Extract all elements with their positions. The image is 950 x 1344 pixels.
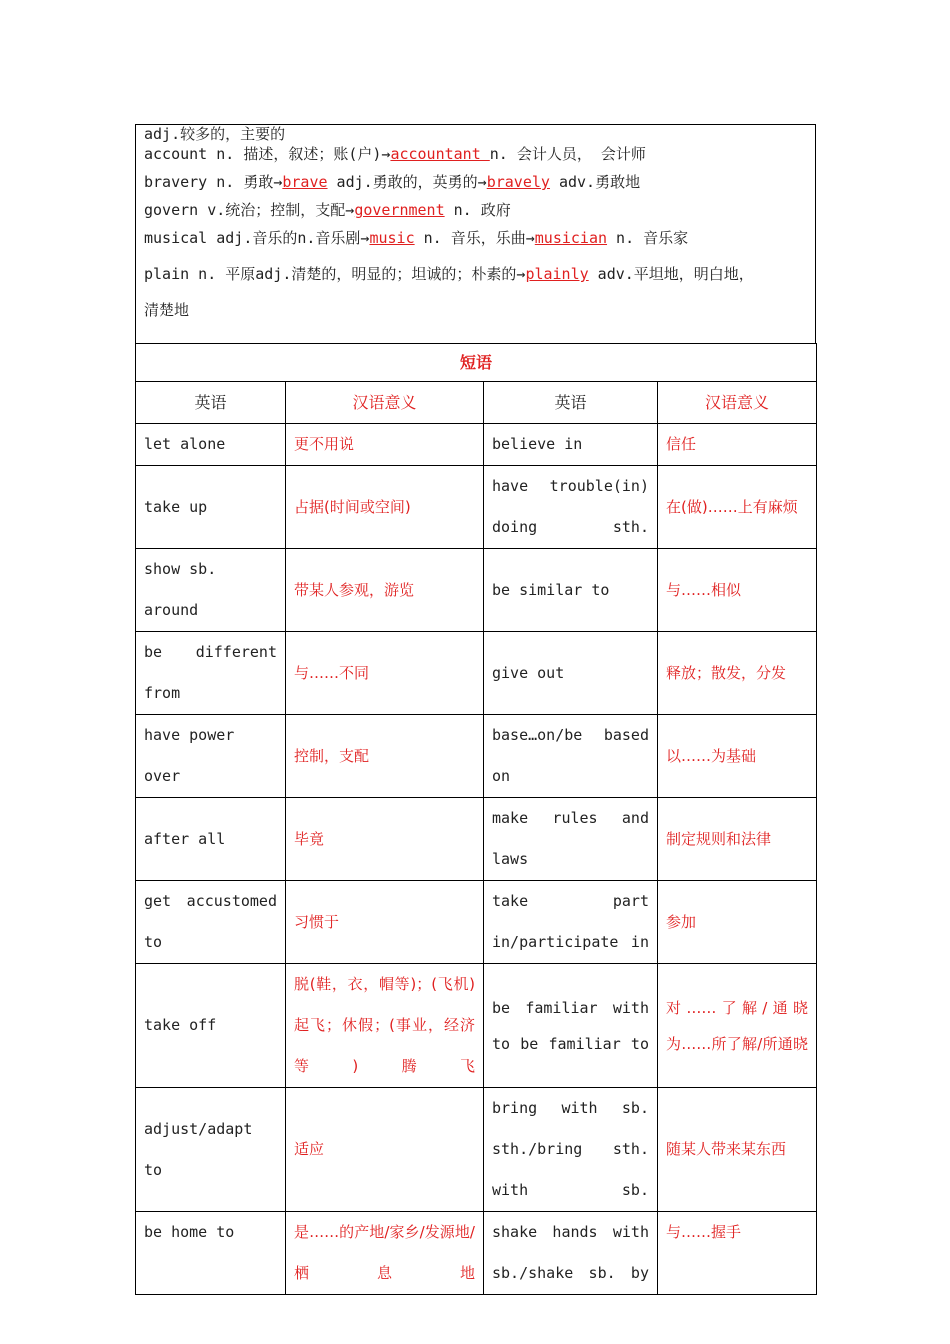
phrase-table [135,343,817,1295]
english-phrase: give out [484,632,658,715]
english-phrase: make rules and laws [484,798,658,881]
chinese-meaning: 制定规则和法律 [658,798,817,881]
chinese-meaning: 释放；散发，分发 [658,632,817,715]
vocab-text: account n. 描述，叙述；账(户)→ [144,145,391,163]
vocab-answer: musician [534,229,608,247]
english-phrase: have trouble(in) doing sth. [484,466,658,549]
vocab-answer: government [354,201,445,219]
vocab-text: n. 音乐，乐曲→ [414,229,535,247]
table-row [136,1088,817,1212]
section-title-row [136,344,817,382]
header-chinese: 汉语意义 [658,382,817,424]
table-row [136,424,817,466]
chinese-meaning: 控制，支配 [286,715,484,798]
english-phrase: believe in [484,424,658,466]
english-phrase: let alone [136,424,286,466]
english-phrase: adjust/adapt to [136,1088,286,1212]
table-row [136,964,817,1088]
vocab-line [144,124,807,144]
english-phrase: be familiar with to be familiar to [484,964,658,1088]
english-phrase: take off [136,964,286,1088]
vocab-line [144,144,807,172]
vocab-line [144,296,807,324]
english-phrase: shake hands with sb./shake sb. by [484,1212,658,1295]
chinese-meaning: 带某人参观，游览 [286,549,484,632]
vocab-text: adv.平坦地，明白地， [588,265,754,283]
chinese-meaning: 与……相似 [658,549,817,632]
table-row [136,466,817,549]
vocab-text: adv.勇敢地 [549,173,641,191]
chinese-meaning: 习惯于 [286,881,484,964]
vocab-line [144,172,807,200]
vocab-answer: bravely [486,173,550,191]
vocab-answer: music [369,229,415,247]
vocabulary-box [135,124,816,343]
vocab-answer: brave [282,173,328,191]
vocab-text: n. 政府 [444,201,511,219]
vocab-text: adj.较多的，主要的 [144,125,286,143]
vocab-line [144,228,807,256]
english-phrase: take up [136,466,286,549]
table-row [136,1212,817,1295]
english-phrase: base…on/be based on [484,715,658,798]
english-phrase: get accustomed to [136,881,286,964]
chinese-meaning: 是……的产地/家乡/发源地/栖息地 [286,1212,484,1295]
vocab-text: n. 音乐家 [607,229,689,247]
chinese-meaning: 毕竟 [286,798,484,881]
vocab-answer: accountant [390,145,490,163]
table-row [136,798,817,881]
chinese-meaning: 更不用说 [286,424,484,466]
chinese-meaning: 随某人带来某东西 [658,1088,817,1212]
chinese-meaning: 信任 [658,424,817,466]
chinese-meaning: 在(做)……上有麻烦 [658,466,817,549]
vocab-text: plain n. 平原adj.清楚的，明显的；坦诚的；朴素的→ [144,265,526,283]
english-phrase: have power over [136,715,286,798]
chinese-meaning: 与……不同 [286,632,484,715]
chinese-meaning: 对……了解/通晓 为……所了解/所通晓 [658,964,817,1088]
chinese-meaning: 参加 [658,881,817,964]
vocab-line [144,256,807,296]
english-phrase: be different from [136,632,286,715]
vocab-text: musical adj.音乐的n.音乐剧→ [144,229,370,247]
vocab-text: adj.勇敢的，英勇的→ [327,173,487,191]
vocab-text: bravery n. 勇敢→ [144,173,283,191]
table-row [136,549,817,632]
chinese-meaning: 脱(鞋，衣，帽等)；(飞机)起飞；休假；(事业，经济等)腾飞 [286,964,484,1088]
chinese-meaning: 以……为基础 [658,715,817,798]
english-phrase: take part in/participate in [484,881,658,964]
vocab-answer: plainly [525,265,589,283]
header-english: 英语 [136,382,286,424]
chinese-meaning: 占据(时间或空间) [286,466,484,549]
vocab-text: n. 会计人员， 会计师 [489,145,646,163]
english-phrase: show sb. around [136,549,286,632]
chinese-meaning: 适应 [286,1088,484,1212]
table-row [136,715,817,798]
english-phrase: after all [136,798,286,881]
english-phrase: be home to [136,1212,286,1295]
table-row [136,881,817,964]
vocab-line [144,200,807,228]
document-table [135,124,816,1295]
table-row [136,632,817,715]
header-english: 英语 [484,382,658,424]
header-row [136,382,817,424]
chinese-meaning: 与……握手 [658,1212,817,1295]
english-phrase: be similar to [484,549,658,632]
vocab-text: 清楚地 [144,301,190,319]
english-phrase: bring with sb. sth./bring sth. with sb. [484,1088,658,1212]
header-chinese: 汉语意义 [286,382,484,424]
section-title: 短语 [136,344,817,382]
vocab-text: govern v.统治；控制，支配→ [144,201,355,219]
